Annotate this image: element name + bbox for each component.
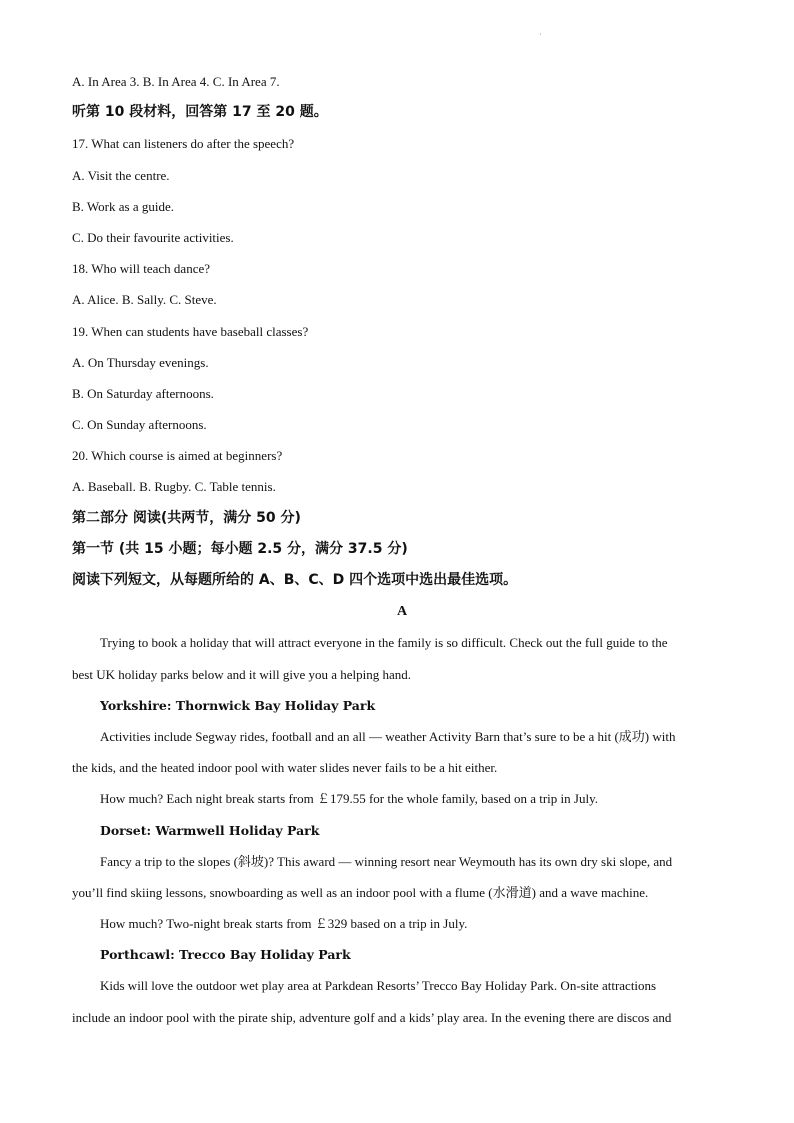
- corner-mark: ·: [539, 30, 542, 39]
- park2-line-1: Fancy a trip to the slopes (斜坡)? This award — winning resort near Weymouth has its own dry ski slope, and: [100, 853, 673, 869]
- q19-question: 19. When can students have baseball classes?: [72, 323, 309, 339]
- reading-instruction: 阅读下列短文，从每题所给的 A、B、C、D 四个选项中选出最佳选项。: [72, 572, 518, 588]
- park3-line-2: include an indoor pool with the pirate ship, adventure golf and a kids’ play area. In the evening there are discos and: [72, 1009, 672, 1025]
- q20-options: A. Baseball. B. Rugby. C. Table tennis.: [72, 479, 276, 495]
- park2-heading: Dorset: Warmwell Holiday Park: [100, 822, 320, 838]
- q19-option-c: C. On Sunday afternoons.: [72, 417, 207, 433]
- intro-line-2: best UK holiday parks below and it will give you a helping hand.: [72, 666, 412, 682]
- passage-label: A: [396, 604, 408, 620]
- park3-line-1: Kids will love the outdoor wet play area at Parkdean Resorts’ Trecco Bay Holiday Park. On-site attractions: [100, 978, 657, 994]
- park1-price: How much? Each night break starts from ￡179.55 for the whole family, based on a trip in July.: [100, 791, 598, 807]
- park2-price: How much? Two-night break starts from ￡329 based on a trip in July.: [100, 916, 468, 932]
- park3-heading: Porthcawl: Trecco Bay Holiday Park: [100, 947, 351, 963]
- q18-question: 18. Who will teach dance?: [72, 261, 211, 277]
- q17-option-c: C. Do their favourite activities.: [72, 229, 234, 245]
- park1-heading: Yorkshire: Thornwick Bay Holiday Park: [100, 697, 376, 713]
- q18-options: A. Alice. B. Sally. C. Steve.: [72, 292, 217, 308]
- intro-line-1: Trying to book a holiday that will attract everyone in the family is so difficult. Check out the full guide to the: [100, 635, 668, 651]
- section10-instruction: 听第 10 段材料，回答第 17 至 20 题。: [72, 104, 328, 121]
- q19-option-a: A. On Thursday evenings.: [72, 354, 209, 370]
- q19-option-b: B. On Saturday afternoons.: [72, 385, 214, 401]
- section1-heading: 第一节 (共 15 小题；每小题 2.5 分，满分 37.5 分): [72, 540, 408, 557]
- q16-options: A. In Area 3. B. In Area 4. C. In Area 7.: [72, 74, 280, 89]
- q17-question: 17. What can listeners do after the speech?: [72, 136, 295, 152]
- q17-option-a: A. Visit the centre.: [72, 167, 170, 183]
- park1-line-1: Activities include Segway rides, football and an all — weather Activity Barn that’s sure to be a hit (成功) with: [100, 728, 676, 744]
- exam-page: [72, 66, 732, 1033]
- q20-question: 20. Which course is aimed at beginners?: [72, 448, 283, 464]
- park1-line-2: the kids, and the heated indoor pool with water slides never fails to be a hit either.: [72, 760, 498, 776]
- q17-option-b: B. Work as a guide.: [72, 198, 174, 214]
- park2-line-2: you’ll find skiing lessons, snowboarding as well as an indoor pool with a flume (水滑道) and a wave machine.: [72, 884, 649, 900]
- part2-heading: 第二部分 阅读(共两节，满分 50 分): [72, 509, 301, 526]
